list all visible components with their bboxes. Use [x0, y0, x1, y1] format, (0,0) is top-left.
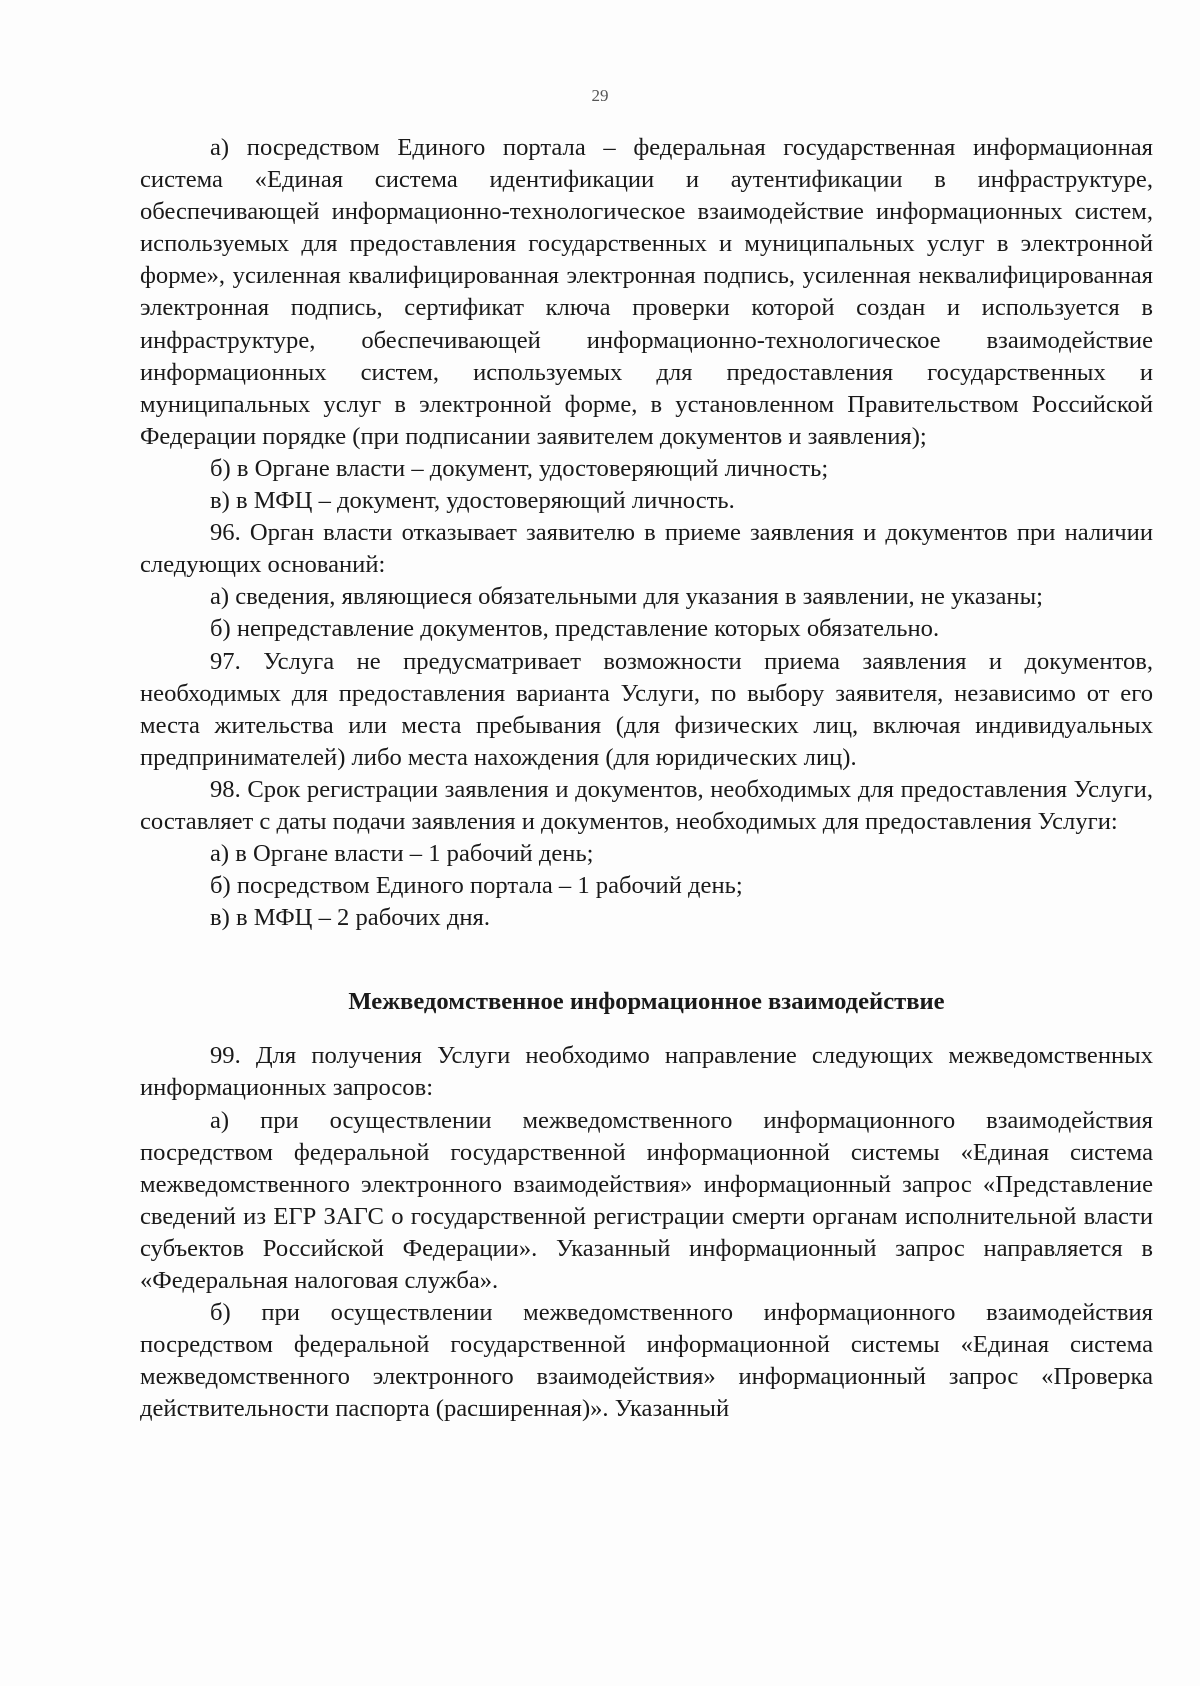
paragraph-99-a: а) при осуществлении межведомственного информационного взаимодействия посредством федеральной государственной информационной системы «Единая система межведомственного электронного взаимодействия» информационный запрос «Представление сведений из ЕГР ЗАГС о государственной регистрации смерти органам исполнительной власти субъектов Российской Федерации». Указанный информационный запрос направляется в «Федеральная налоговая служба».: [140, 1106, 1153, 1294]
paragraph-99: 99. Для получения Услуги необходимо направление следующих межведомственных информационных запросов:: [140, 1042, 1153, 1102]
paragraph-b-authority-id: б) в Органе власти – документ, удостоверяющий личность;: [210, 454, 829, 482]
paragraph-96-a: а) сведения, являющиеся обязательными для указания в заявлении, не указаны;: [210, 583, 1043, 611]
paragraph-96: 96. Орган власти отказывает заявителю в приеме заявления и документов при наличии следующих оснований:: [140, 519, 1153, 579]
paragraph-98-a: а) в Органе власти – 1 рабочий день;: [210, 840, 594, 868]
paragraph-99-b: б) при осуществлении межведомственного информационного взаимодействия посредством федеральной государственной информационной системы «Единая система межведомственного электронного взаимодействия» информационный запрос «Проверка действительности паспорта (расширенная)». Указанный: [140, 1299, 1153, 1423]
paragraph-96-b: б) непредставление документов, представление которых обязательно.: [210, 615, 940, 643]
paragraph-98-v: в) в МФЦ – 2 рабочих дня.: [210, 904, 490, 932]
paragraph-v-mfc-id: в) в МФЦ – документ, удостоверяющий личность.: [210, 487, 735, 515]
paragraph-a-epgu-signature: а) посредством Единого портала – федеральная государственная информационная система «Единая система идентификации и аутентификации в инфраструктуре, обеспечивающей информационно-технологическое взаимодействие информационных систем, используемых для предоставления государственных и муниципальных услуг в электронной форме», усиленная квалифицированная электронная подпись, усиленная неквалифицированная электронная подпись, сертификат ключа проверки которой создан и используется в инфраструктуре, обеспечивающей информационно-технологическое взаимодействие информационных систем, используемых для предоставления государственных и муниципальных услуг в электронной форме, в установленном Правительством Российской Федерации порядке (при подписании заявителем документов и заявления);: [140, 134, 1153, 450]
paragraph-97: 97. Услуга не предусматривает возможности приема заявления и документов, необходимых для предоставления варианта Услуги, по выбору заявителя, независимо от его места жительства или места пребывания (для физических лиц, включая индивидуальных предпринимателей) либо места нахождения (для юридических лиц).: [140, 647, 1153, 771]
paragraph-98-b: б) посредством Единого портала – 1 рабочий день;: [210, 872, 743, 900]
section-heading: Межведомственное информационное взаимодействие: [348, 988, 945, 1016]
document-body: [140, 132, 1153, 1425]
paragraph-98: 98. Срок регистрации заявления и документов, необходимых для предоставления Услуги, составляет с даты подачи заявления и документов, необходимых для предоставления Услуги:: [140, 775, 1153, 835]
page-number: 29: [591, 86, 609, 105]
